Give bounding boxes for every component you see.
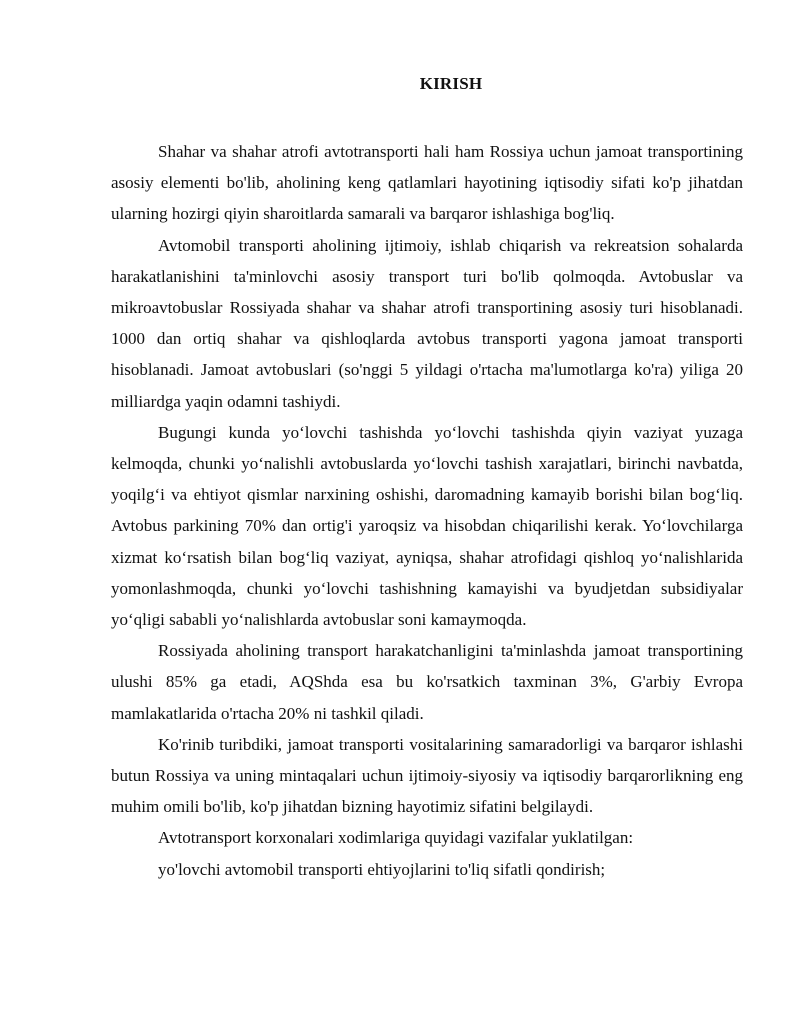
document-body: [111, 136, 743, 885]
paragraph: Avtotransport korxonalari xodimlariga quyidagi vazifalar yuklatilgan:: [158, 828, 634, 848]
paragraph: Ko'rinib turibdiki, jamoat transporti vositalarining samaradorligi va barqaror ishlashi butun Rossiya va uning mintaqalari uchun ijtimoiy-siyosiy va iqtisodiy barqarorlikning eng muhim omili bo'lib, ko'p jihatdan bizning hayotimiz sifatini belgilaydi.: [111, 734, 743, 817]
list-item: yo'lovchi avtomobil transporti ehtiyojlarini to'liq sifatli qondirish;: [158, 859, 606, 879]
paragraph: Bugungi kunda yo‘lovchi tashishda yo‘lovchi tashishda qiyin vaziyat yuzaga kelmoqda, chunki yo‘nalishli avtobuslarda yo‘lovchi tashish xarajatlari, birinchi navbatda, yoqilg‘i va ehtiyot qismlar narxining oshishi, daromadning kamayib borishi bilan bog‘liq. Avtobus parkining 70% dan ortig'i yaroqsiz va hisobdan chiqarilishi kerak. Yo‘lovchilarga xizmat ko‘rsatish bilan bog‘liq vaziyat, ayniqsa, shahar atrofidagi qishloq yo‘nalishlarida yomonlashmoqda, chunki yo‘lovchi tashishning kamayishi va byudjetdan subsidiyalar yo‘qligi sababli yo‘nalishlarda avtobuslar soni kamaymoqda.: [111, 422, 743, 630]
paragraph: Rossiyada aholining transport harakatchanligini ta'minlashda jamoat transportining ulushi 85% ga etadi, AQShda esa bu ko'rsatkich taxminan 3%, G'arbiy Evropa mamlakatlarida o'rtacha 20% ni tashkil qiladi.: [111, 641, 743, 723]
page-title: KIRISH: [419, 74, 483, 93]
paragraph: Avtomobil transporti aholining ijtimoiy, ishlab chiqarish va rekreatsion sohalarda harakatlanishini ta'minlovchi asosiy transport turi bo'lib qolmoqda. Avtobuslar va mikroavtobuslar Rossiyada shahar va shahar atrofi transportining asosiy turi hisoblanadi. 1000 dan ortiq shahar va qishloqlarda avtobus transporti yagona jamoat transporti hisoblanadi. Jamoat avtobuslari (so'nggi 5 yildagi o'rtacha ma'lumotlarga ko'ra) yiliga 20 milliardga yaqin odamni tashiydi.: [111, 235, 743, 411]
paragraph: Shahar va shahar atrofi avtotransporti hali ham Rossiya uchun jamoat transportining asosiy elementi bo'lib, aholining keng qatlamlari hayotining iqtisodiy sifati ko'p jihatdan ularning hozirgi qiyin sharoitlarda samarali va barqaror ishlashiga bog'liq.: [111, 142, 743, 224]
